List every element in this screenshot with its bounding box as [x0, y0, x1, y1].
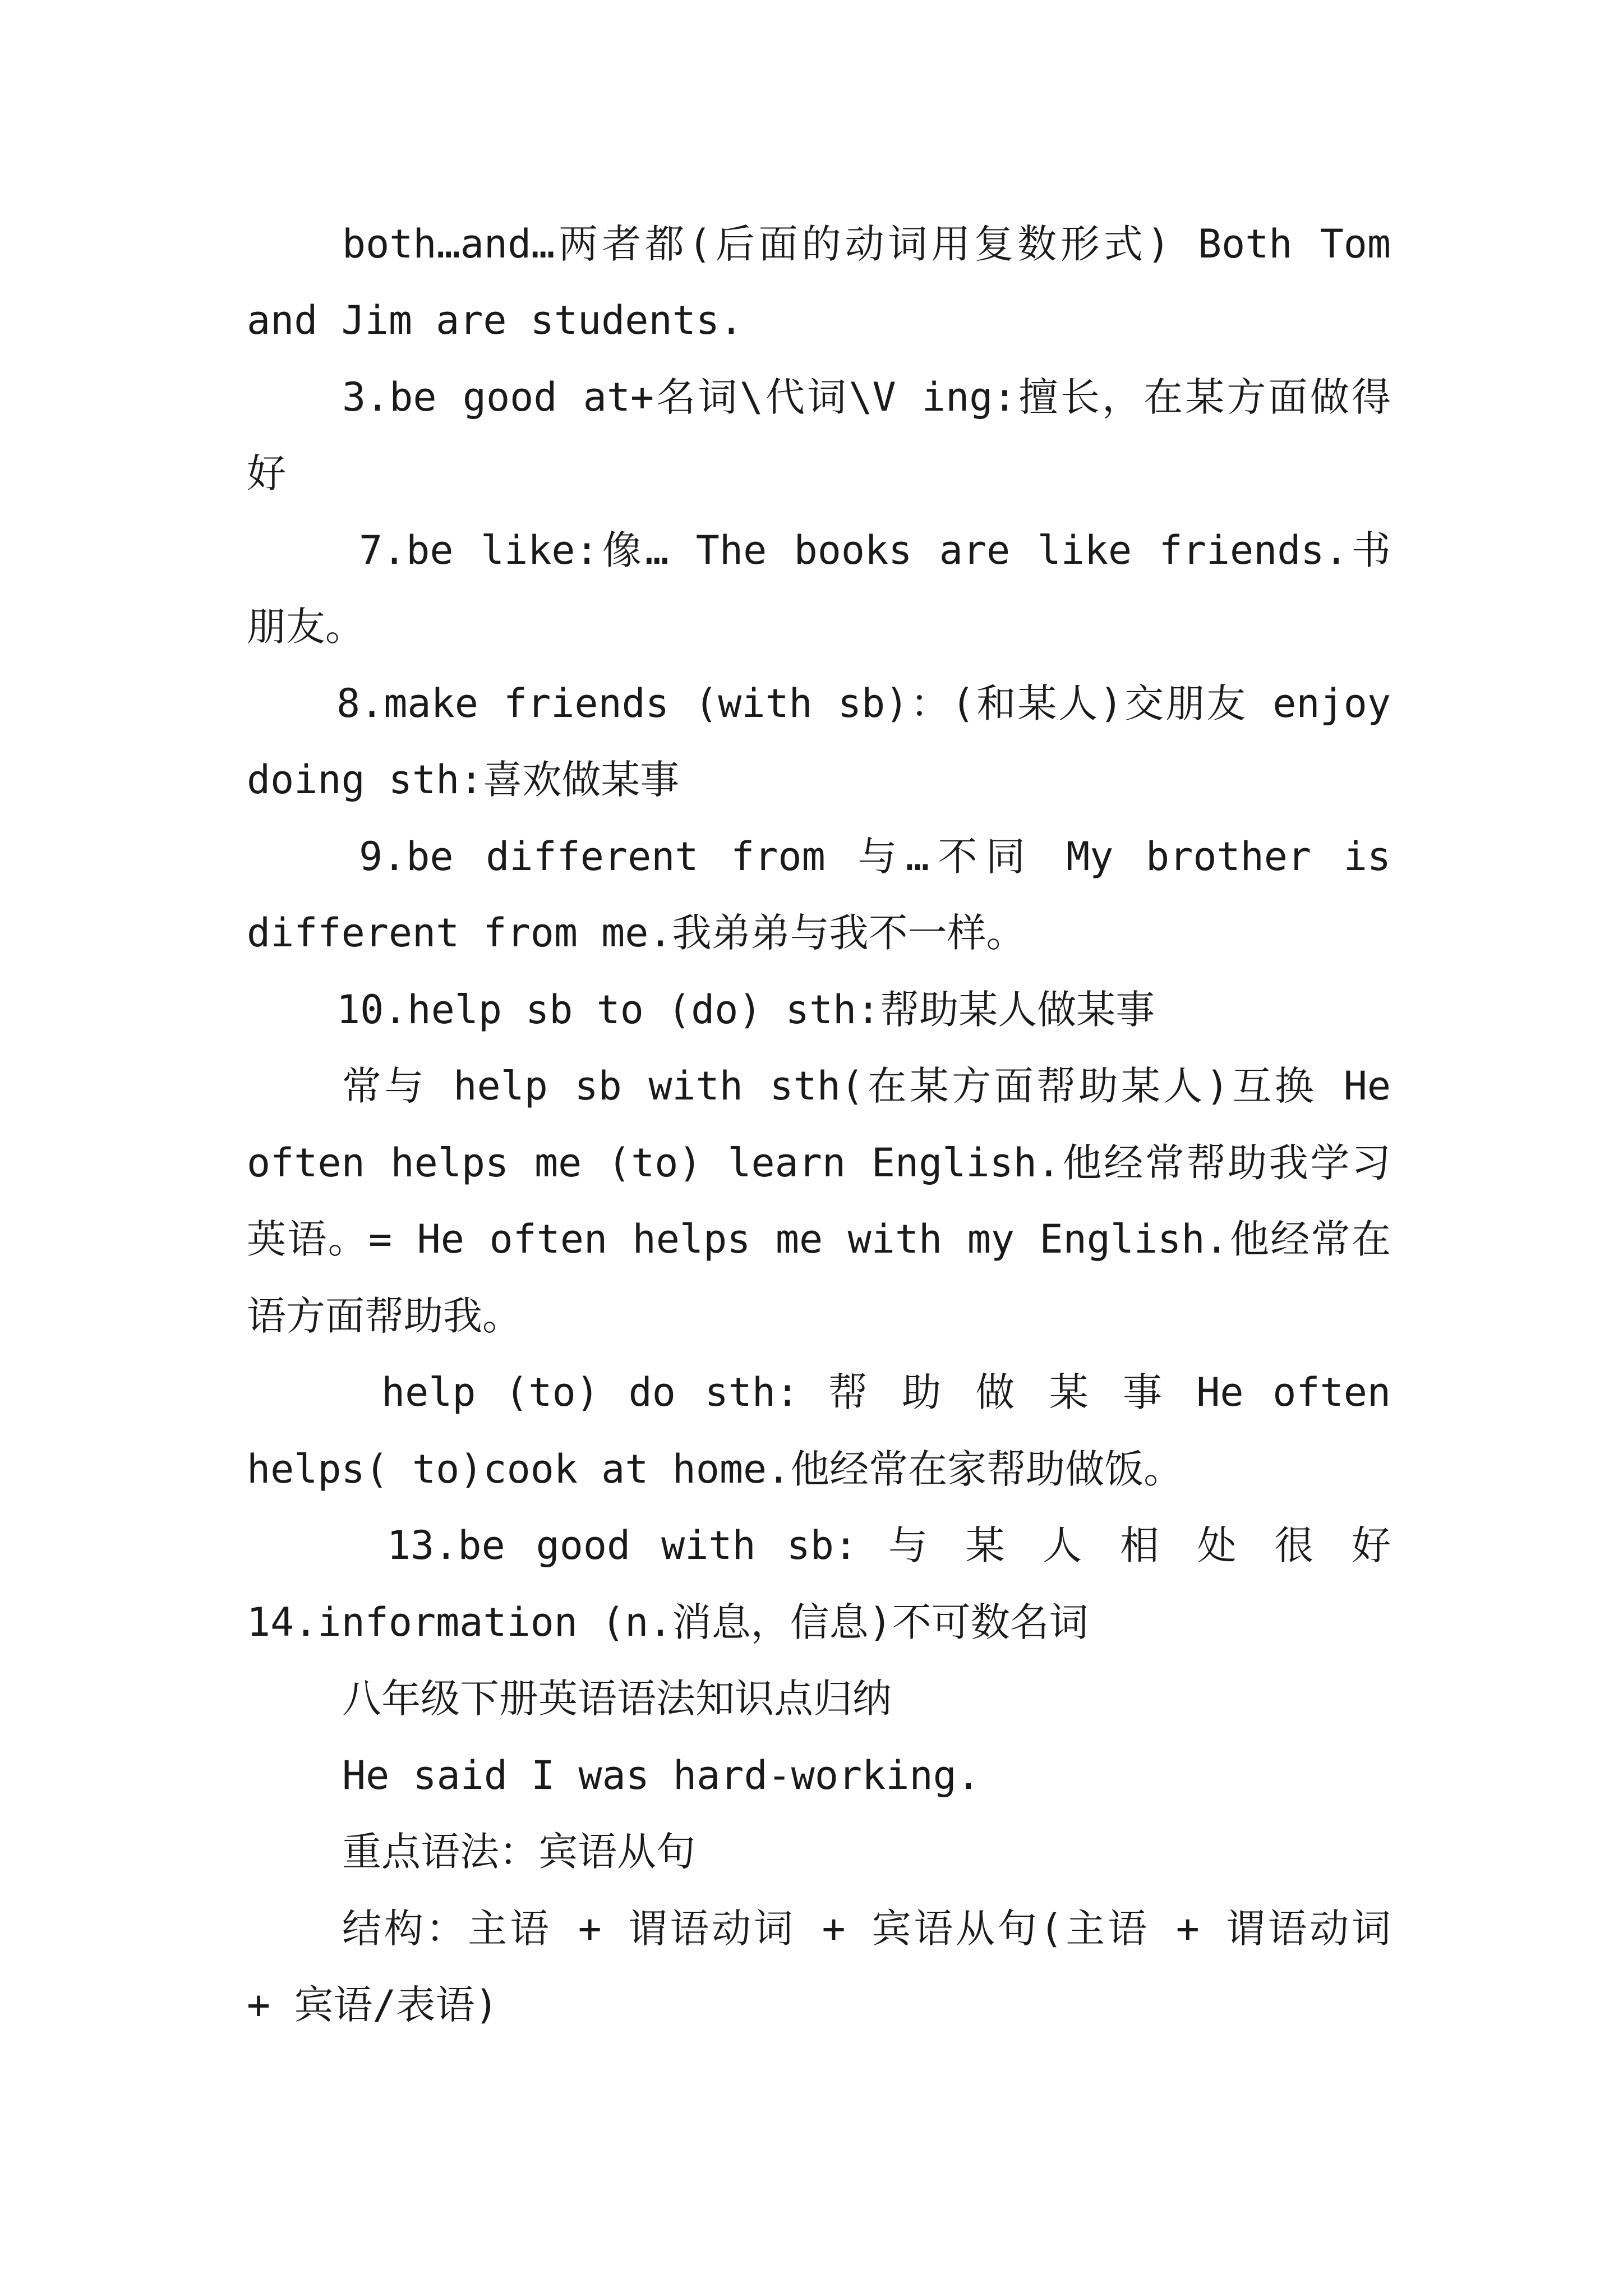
text-line: often helps me (to) learn English.他经常帮助我学习 [247, 1140, 1391, 1186]
text-line: + 宾语/表语) [247, 1982, 499, 2028]
text-line: 常与 help sb with sth(在某方面帮助某人)互换 He [342, 1063, 1391, 1109]
text-line: 语方面帮助我。 [247, 1293, 522, 1339]
text-line: 13.be good with sb: 与 某 人 相 处 很 好 [387, 1522, 1391, 1568]
text-line: 9.be different from 与…不同 My brother is [359, 834, 1391, 880]
text-line: He said I was hard-working. [342, 1752, 980, 1798]
text-line: help (to) do sth: 帮 助 做 某 事 He often [381, 1369, 1391, 1415]
text-line: 八年级下册英语语法知识点归纳 [342, 1676, 892, 1722]
text-line: 7.be like:像… The books are like friends.书 [359, 527, 1391, 573]
text-line: 10.help sb to (do) sth:帮助某人做某事 [336, 987, 1155, 1033]
text-line: 结构：主语 + 谓语动词 + 宾语从句(主语 + 谓语动词 [342, 1906, 1391, 1952]
text-line: and Jim are students. [247, 297, 744, 343]
text-line: 英语。= He often helps me with my English.他经常在 [247, 1216, 1391, 1262]
text-line: 14.information (n.消息，信息)不可数名词 [247, 1599, 1089, 1645]
text-line: 8.make friends (with sb)：(和某人)交朋友 enjoy [336, 680, 1391, 726]
text-line: helps( to)cook at home.他经常在家帮助做饭。 [247, 1446, 1183, 1492]
text-line: 好 [247, 450, 286, 496]
text-line: 3.be good at+名词\代词\V ing:擅长，在某方面做得 [342, 374, 1391, 420]
text-line: 朋友。 [247, 604, 365, 650]
text-line: both…and…两者都(后面的动词用复数形式) Both Tom [342, 221, 1391, 267]
text-line: 重点语法：宾语从句 [342, 1829, 695, 1875]
text-line: different from me.我弟弟与我不一样。 [247, 910, 1026, 956]
text-line: doing sth:喜欢做某事 [247, 757, 680, 803]
